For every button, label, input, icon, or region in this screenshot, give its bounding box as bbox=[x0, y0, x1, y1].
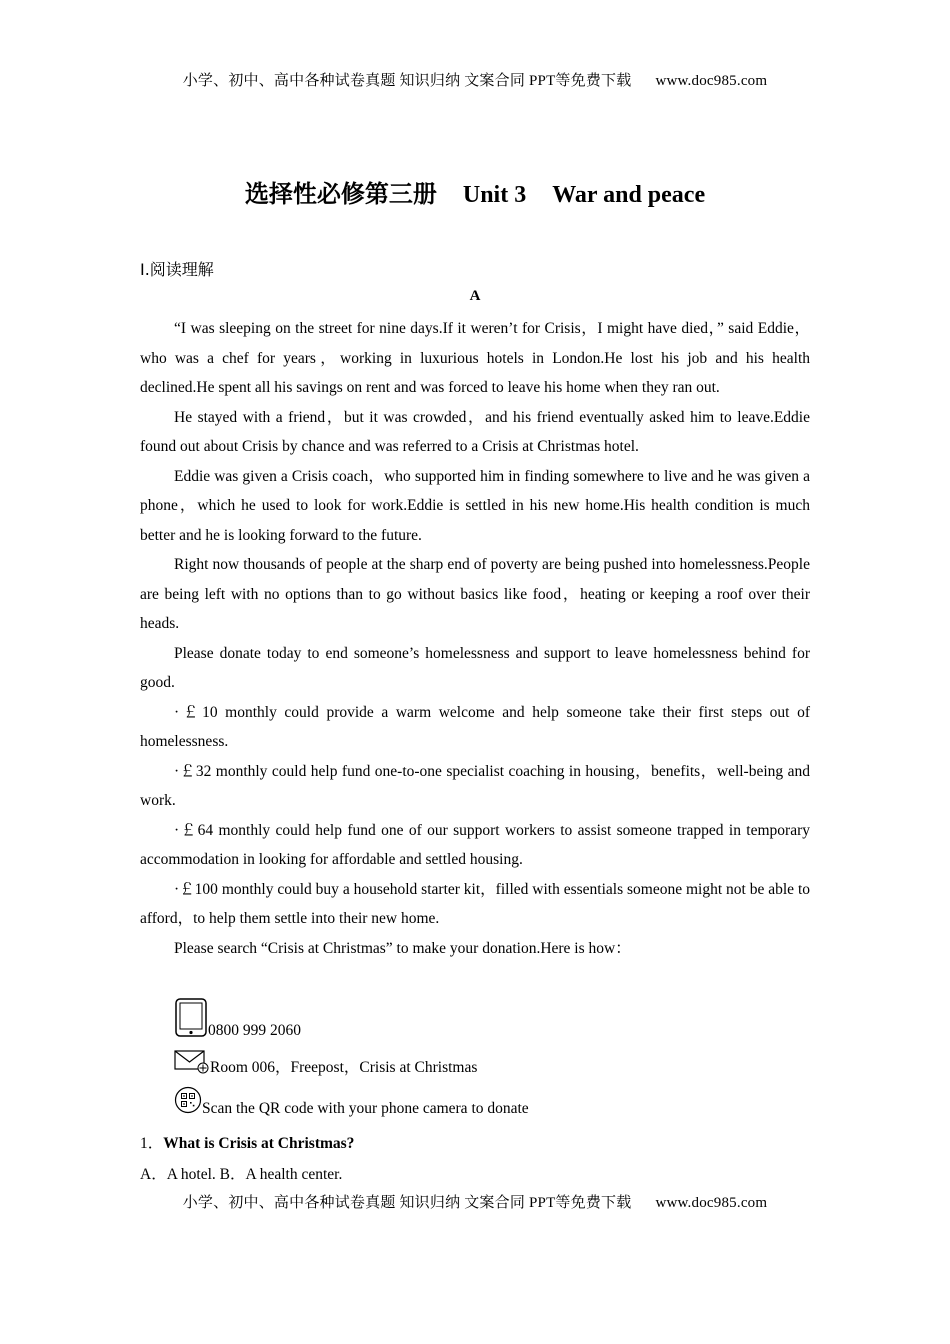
contact-mail bbox=[174, 1050, 477, 1074]
phone-icon bbox=[174, 998, 208, 1038]
question-1 bbox=[140, 1131, 354, 1153]
paragraph: “I was sleeping on the street for nine days.If it weren’t for Crisis，I might have died，” said Eddie，who was a chef for years，working in luxurious hotels in London.He lost his job and his health declined.He spent all his savings on rent and was forced to leave his home when they ran out. bbox=[140, 320, 810, 396]
contact-qr bbox=[174, 1086, 529, 1117]
donation-bullet: ·￡100 monthly could buy a household starter kit，filled with essentials someone might not be able to afford，to help them settle into their new home. bbox=[140, 880, 810, 927]
paragraph: Eddie was given a Crisis coach，who supported him in finding somewhere to live and he was given a phone，which he used to look for work.Eddie is settled in his new home.His health condition is much better and he is looking forward to the future. bbox=[140, 467, 810, 544]
title-cn: 选择性必修第三册 bbox=[244, 182, 437, 208]
header-site-link[interactable]: www.doc985.com bbox=[655, 73, 768, 89]
contact-mail-text: Room 006，Freepost，Crisis at Christmas bbox=[210, 1059, 478, 1076]
footer-site-link[interactable]: www.doc985.com bbox=[655, 1195, 768, 1211]
contact-phone bbox=[174, 998, 301, 1038]
page-title bbox=[0, 174, 950, 209]
title-unit: Unit 3 bbox=[462, 182, 527, 208]
page-footer bbox=[0, 1191, 950, 1212]
question-number: 1． bbox=[140, 1135, 164, 1152]
donation-bullet: ·￡10 monthly could provide a warm welcome and help someone take their first steps out of homelessness. bbox=[140, 703, 810, 750]
paragraph: Please donate today to end someone’s homelessness and support to leave homelessness behind for good. bbox=[140, 644, 810, 691]
page-header bbox=[0, 69, 950, 90]
title-topic: War and peace bbox=[552, 182, 706, 208]
question-1-options: A．A hotel. B．A health center. bbox=[140, 1166, 343, 1183]
donation-bullet: ·￡32 monthly could help fund one-to-one specialist coaching in housing，benefits，well-being and work. bbox=[140, 762, 810, 809]
paragraph: Please search “Crisis at Christmas” to make your donation.Here is how： bbox=[174, 939, 631, 957]
passage-label: A bbox=[469, 288, 481, 304]
passage-body bbox=[140, 314, 810, 963]
qr-code-icon bbox=[174, 1086, 202, 1114]
paragraph: Right now thousands of people at the sharp end of poverty are being pushed into homelessness.People are being left with no options than to go without basics like food，heating or keeping a roof over their heads. bbox=[140, 556, 810, 632]
donation-bullet: ·￡64 monthly could help fund one of our support workers to assist someone trapped in temporary accommodation in looking for affordable and settled housing. bbox=[140, 821, 810, 868]
contact-qr-text: Scan the QR code with your phone camera to donate bbox=[202, 1100, 529, 1117]
mail-icon bbox=[174, 1050, 210, 1074]
footer-text: 小学、初中、高中各种试卷真题 知识归纳 文案合同 PPT等免费下载 bbox=[182, 1195, 632, 1211]
question-text: What is Crisis at Christmas? bbox=[163, 1135, 355, 1152]
contact-phone-text: 0800 999 2060 bbox=[208, 1022, 301, 1039]
section-label: Ⅰ.阅读理解 bbox=[140, 260, 214, 279]
paragraph: He stayed with a friend，but it was crowded，and his friend eventually asked him to leave.Eddie found out about Crisis by chance and was referred to a Crisis at Christmas hotel. bbox=[140, 408, 810, 455]
header-text: 小学、初中、高中各种试卷真题 知识归纳 文案合同 PPT等免费下载 bbox=[182, 73, 632, 89]
